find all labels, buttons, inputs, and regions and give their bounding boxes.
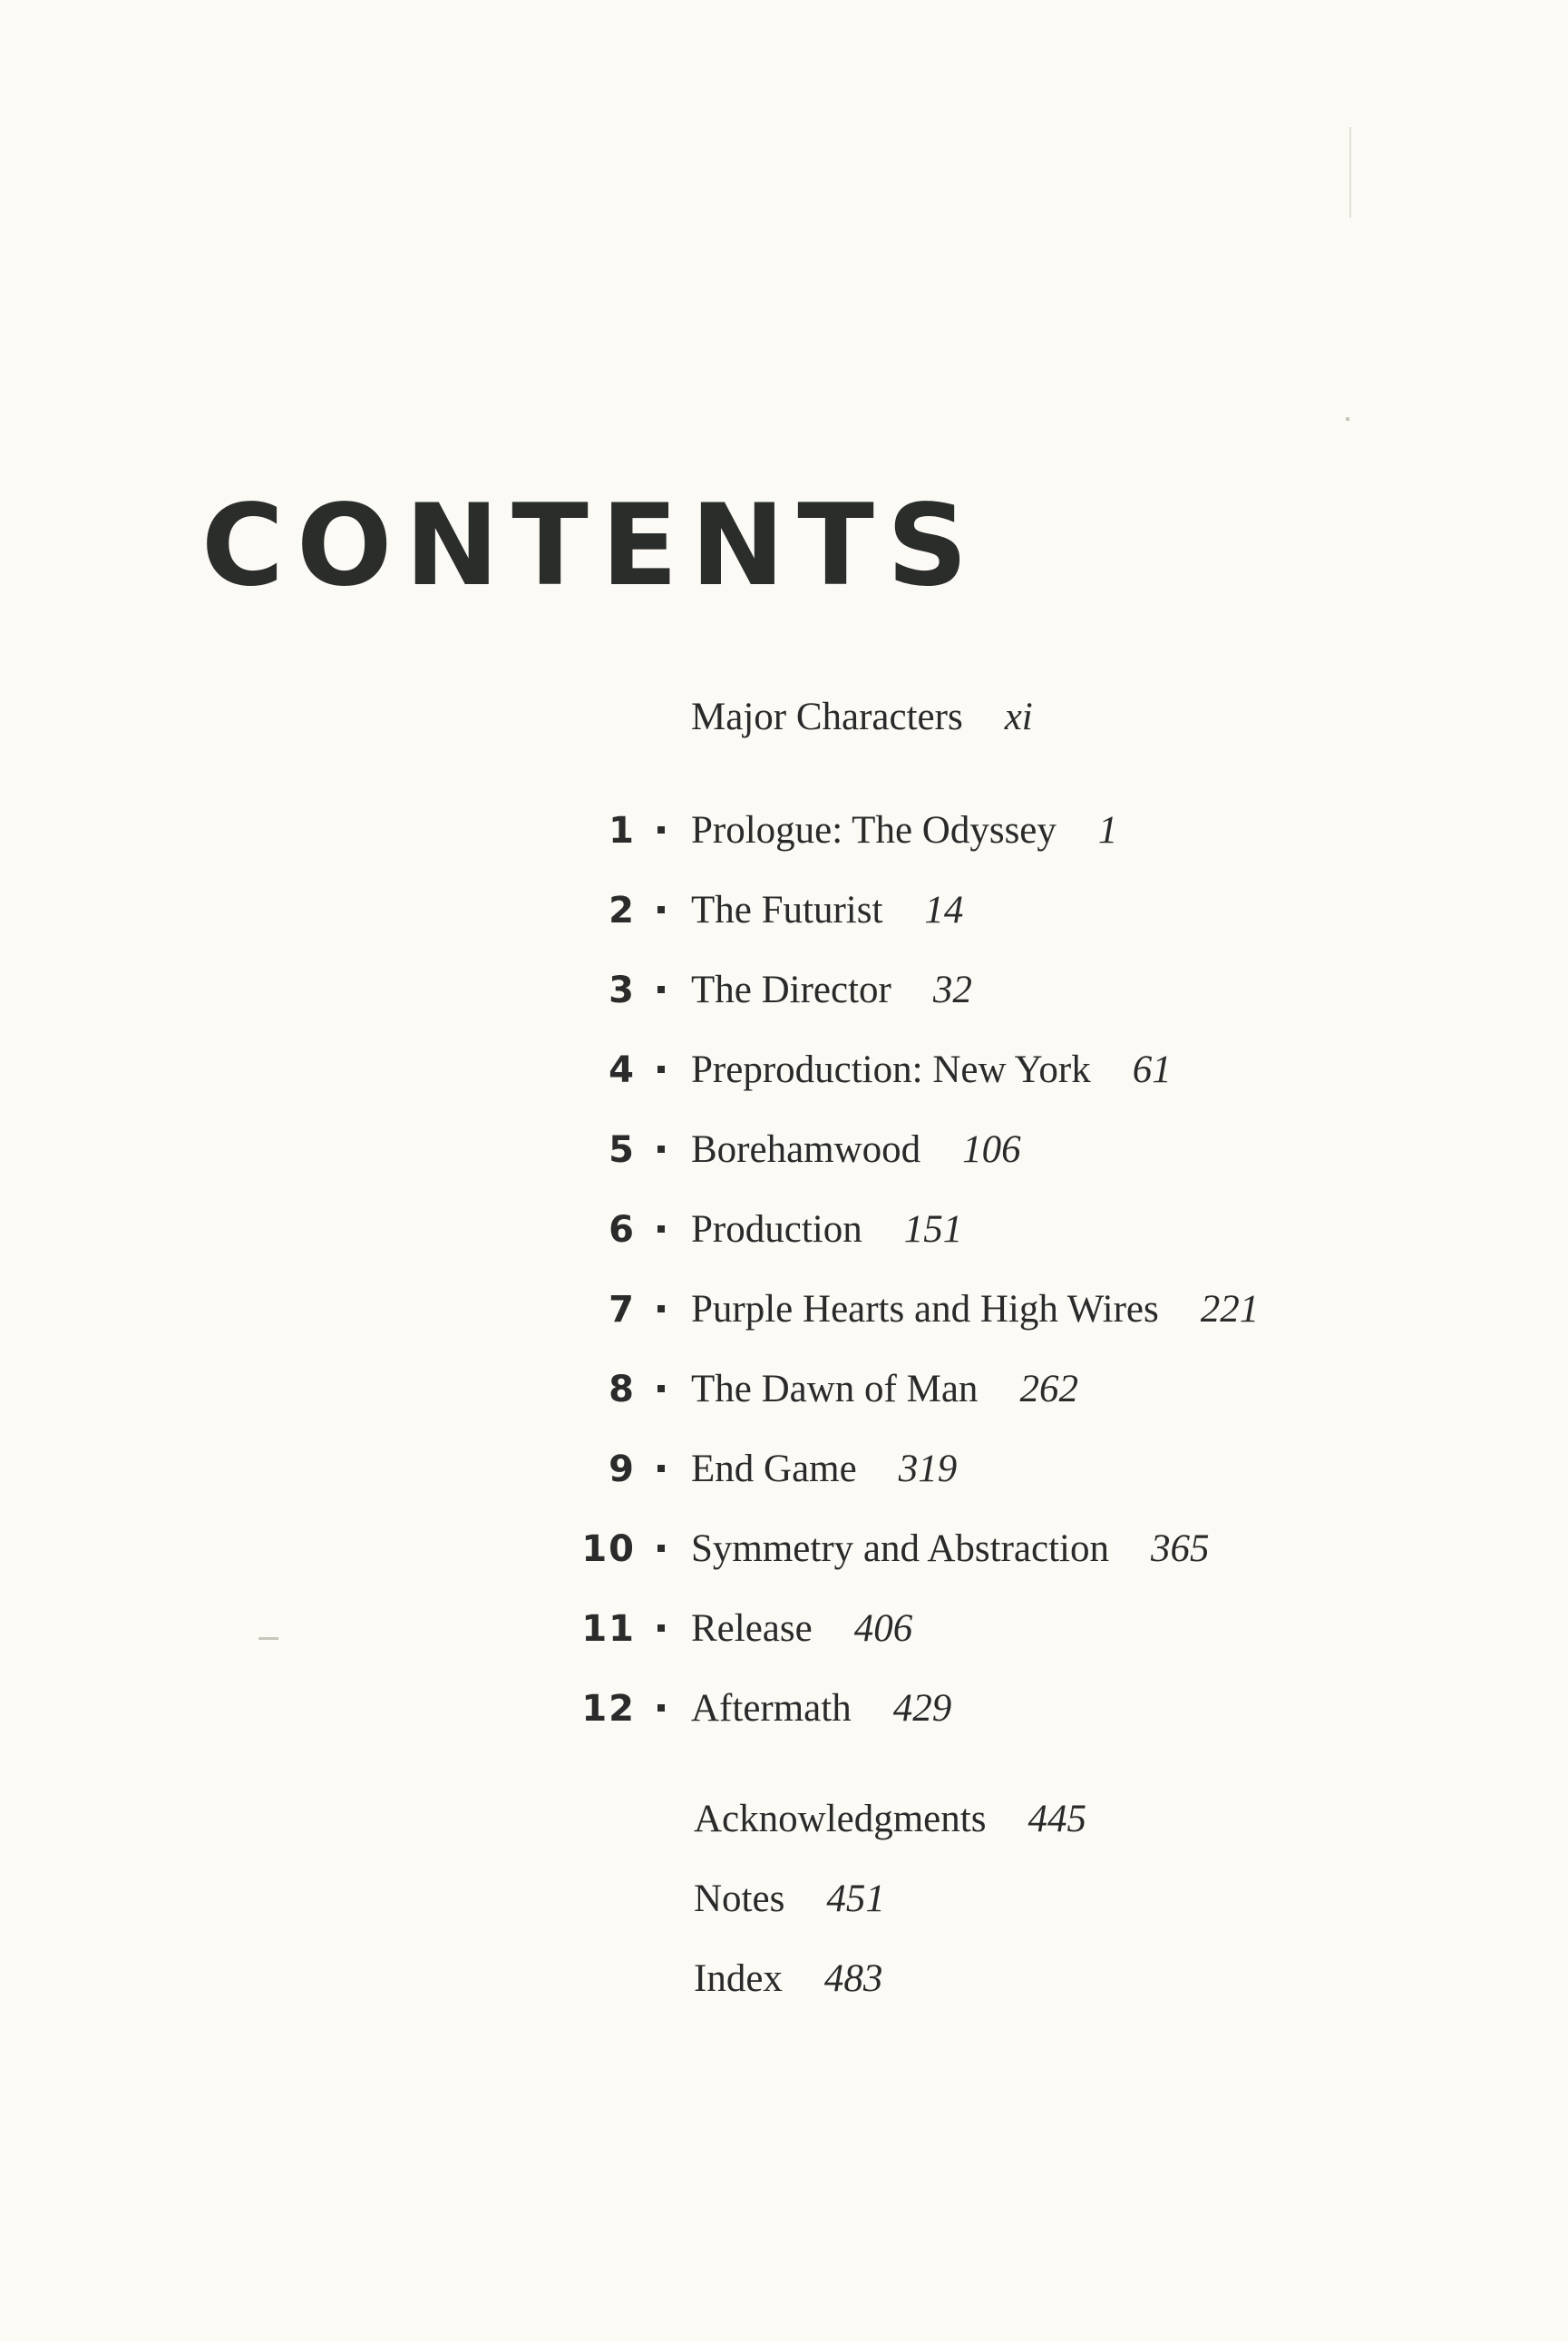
entry-page: xi bbox=[1004, 696, 1033, 738]
entry-text bbox=[694, 1872, 885, 1926]
bullet-separator bbox=[657, 986, 665, 993]
entry-page: 483 bbox=[823, 1957, 883, 2000]
chapter-page: 429 bbox=[892, 1687, 952, 1730]
contents-heading: CONTENTS bbox=[201, 481, 981, 611]
entry-text bbox=[694, 1952, 882, 2006]
bullet-separator bbox=[657, 1545, 665, 1552]
chapter-number: 8 bbox=[609, 1369, 636, 1410]
toc-entry-index[interactable] bbox=[0, 1952, 1568, 2006]
entry-title: Major Characters bbox=[691, 696, 963, 738]
entry-text bbox=[691, 963, 972, 1018]
chapter-title: Purple Hearts and High Wires bbox=[691, 1288, 1159, 1331]
chapter-number: 6 bbox=[609, 1209, 636, 1251]
bullet-separator bbox=[657, 1465, 665, 1472]
scan-mark bbox=[1346, 417, 1349, 421]
toc-entry-chapter-3[interactable] bbox=[0, 963, 1568, 1018]
chapter-title: End Game bbox=[691, 1448, 857, 1490]
chapter-number: 7 bbox=[609, 1289, 636, 1331]
chapter-page: 406 bbox=[853, 1607, 913, 1650]
chapter-title: The Director bbox=[691, 969, 891, 1011]
chapter-title: The Dawn of Man bbox=[691, 1368, 979, 1410]
entry-text bbox=[691, 1362, 1078, 1417]
chapter-title: Production bbox=[691, 1208, 862, 1251]
toc-entry-chapter-6[interactable] bbox=[0, 1203, 1568, 1257]
chapter-page: 61 bbox=[1132, 1049, 1172, 1091]
toc-entry-chapter-5[interactable] bbox=[0, 1123, 1568, 1177]
bullet-separator bbox=[657, 1385, 665, 1392]
chapter-number: 9 bbox=[609, 1448, 636, 1490]
entry-page: 445 bbox=[1027, 1798, 1086, 1840]
entry-text bbox=[691, 1203, 962, 1257]
bullet-separator bbox=[657, 1146, 665, 1153]
chapter-number: 10 bbox=[581, 1528, 636, 1570]
toc-entry-chapter-7[interactable] bbox=[0, 1283, 1568, 1337]
toc-entry-chapter-10[interactable] bbox=[0, 1522, 1568, 1576]
chapter-page: 262 bbox=[1019, 1368, 1078, 1410]
bullet-separator bbox=[657, 1704, 665, 1712]
chapter-page: 365 bbox=[1151, 1527, 1210, 1570]
bullet-separator bbox=[657, 826, 665, 834]
entry-title: Index bbox=[694, 1957, 783, 2000]
chapter-title: Release bbox=[691, 1607, 813, 1650]
entry-text bbox=[691, 804, 1117, 858]
entry-text bbox=[691, 1123, 1021, 1177]
chapter-page: 319 bbox=[898, 1448, 958, 1490]
entry-page: 451 bbox=[826, 1878, 885, 1920]
entry-text bbox=[691, 1602, 912, 1656]
entry-title: Notes bbox=[694, 1878, 785, 1920]
bullet-separator bbox=[657, 1624, 665, 1632]
chapter-page: 1 bbox=[1097, 809, 1118, 852]
bullet-separator bbox=[657, 1305, 665, 1312]
toc-entry-chapter-8[interactable] bbox=[0, 1362, 1568, 1417]
entry-text bbox=[691, 690, 1033, 745]
chapter-number: 2 bbox=[609, 890, 636, 932]
chapter-number: 4 bbox=[609, 1049, 636, 1091]
chapter-number: 11 bbox=[581, 1608, 636, 1650]
scan-mark bbox=[1349, 127, 1351, 218]
entry-text bbox=[691, 1283, 1259, 1337]
chapter-title: Borehamwood bbox=[691, 1128, 921, 1171]
entry-text bbox=[691, 1442, 957, 1497]
bullet-separator bbox=[657, 906, 665, 913]
chapter-page: 14 bbox=[924, 889, 964, 932]
chapter-title: Symmetry and Abstraction bbox=[691, 1527, 1109, 1570]
entry-title: Acknowledgments bbox=[694, 1798, 987, 1840]
chapter-page: 221 bbox=[1200, 1288, 1260, 1331]
entry-text bbox=[694, 1792, 1086, 1847]
scan-mark bbox=[258, 1637, 278, 1640]
chapter-title: Aftermath bbox=[691, 1687, 852, 1730]
chapter-page: 32 bbox=[932, 969, 972, 1011]
chapter-number: 3 bbox=[609, 970, 636, 1011]
toc-entry-chapter-2[interactable] bbox=[0, 883, 1568, 938]
toc-entry-chapter-4[interactable] bbox=[0, 1043, 1568, 1097]
chapter-page: 106 bbox=[962, 1128, 1021, 1171]
entry-text bbox=[691, 1522, 1210, 1576]
toc-entry-chapter-11[interactable] bbox=[0, 1602, 1568, 1656]
chapter-title: Preproduction: New York bbox=[691, 1049, 1091, 1091]
toc-entry-chapter-12[interactable] bbox=[0, 1682, 1568, 1736]
toc-entry-acknowledgments[interactable] bbox=[0, 1792, 1568, 1847]
toc-entry-major-characters[interactable] bbox=[0, 690, 1568, 745]
chapter-number: 5 bbox=[609, 1129, 636, 1171]
chapter-title: Prologue: The Odyssey bbox=[691, 809, 1057, 852]
chapter-title: The Futurist bbox=[691, 889, 883, 932]
bullet-separator bbox=[657, 1225, 665, 1233]
chapter-number: 12 bbox=[581, 1688, 636, 1730]
entry-text bbox=[691, 1682, 951, 1736]
toc-entry-notes[interactable] bbox=[0, 1872, 1568, 1926]
toc-entry-chapter-9[interactable] bbox=[0, 1442, 1568, 1497]
chapter-number: 1 bbox=[609, 810, 636, 852]
bullet-separator bbox=[657, 1066, 665, 1073]
chapter-page: 151 bbox=[903, 1208, 963, 1251]
toc-entry-chapter-1[interactable] bbox=[0, 804, 1568, 858]
entry-text bbox=[691, 1043, 1172, 1097]
entry-text bbox=[691, 883, 963, 938]
